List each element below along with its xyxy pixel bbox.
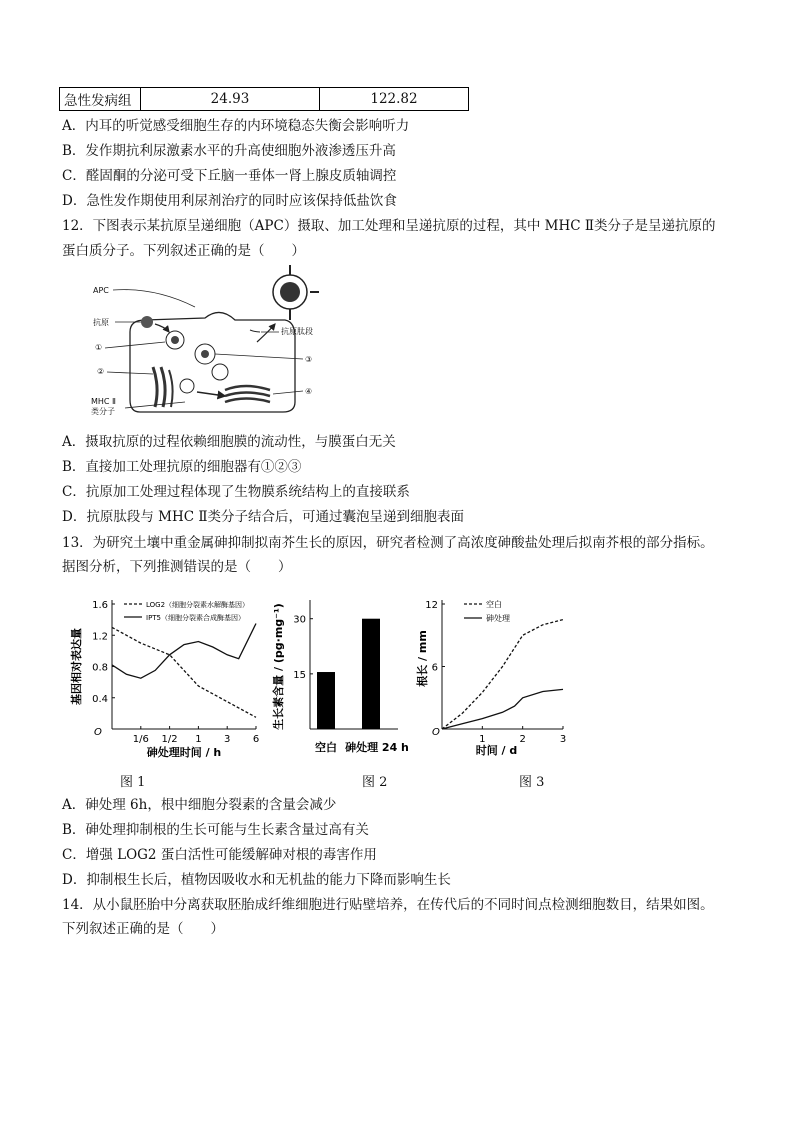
q12-stem-line-2: 蛋白质分子。下列叙述正确的是（ ） [62,243,305,259]
category-label-1: 砷处理 24 h [345,741,409,754]
table-cell-value-2: 122.82 [320,88,469,111]
x-tick-label: 1 [195,734,202,745]
y-tick-label: 0.4 [92,693,108,705]
q13-option-c: C．增强 LOG2 蛋白活性可能缓解砷对根的毒害作用 [62,847,377,863]
figure-3-caption: 图 3 [519,775,545,790]
series-line-1 [442,689,563,729]
x-tick-label: 2 [519,734,526,745]
table-row [60,88,469,111]
y-tick-label: 1.6 [92,600,108,611]
x-tick-label: 1 [479,734,486,745]
x-axis-label: 砷处理时间 / h [146,746,222,759]
figure-3-line-chart [418,592,578,762]
label-2: ② [97,367,105,376]
category-label-0: 空白 [315,741,337,754]
y-tick-label: 12 [425,600,438,611]
x-tick-label: 3 [559,734,567,745]
q12-option-c: C．抗原加工处理过程体现了生物膜系统结构上的直接联系 [62,484,410,500]
table-cell-value-1: 24.93 [141,88,320,111]
q13-stem-line-2: 据图分析，下列推测错误的是（ ） [62,559,292,575]
q13-option-d: D．抑制根生长后，植物因吸收水和无机盐的能力下降而影响生长 [62,872,451,888]
q13-option-b: B．砷处理抑制根的生长可能与生长素含量过高有关 [62,822,369,838]
figure-2-caption: 图 2 [362,775,388,790]
figure-2-bar-chart [268,592,418,762]
legend-label-0: 空白 [486,600,502,609]
q11-option-c: C．醛固酮的分泌可受下丘脑一垂体一肾上腺皮质轴调控 [62,168,397,184]
label-1: ① [95,343,103,352]
y-tick-label: 0.8 [92,662,108,674]
q13-option-a: A．砷处理 6h，根中细胞分裂素的含量会减少 [62,797,337,813]
bar-0 [317,672,335,729]
q12-option-a: A．摄取抗原的过程依赖细胞膜的流动性，与膜蛋白无关 [62,434,396,450]
legend-label-1: 砷处理 [486,614,510,623]
q13-stem-line-1: 13．为研究土壤中重金属砷抑制拟南芥生长的原因，研究者检测了高浓度砷酸盐处理后拟南芥根的部分指标。 [62,535,714,551]
cell-membrane [130,312,295,412]
origin-label: O [94,727,102,738]
label-mhc-1: MHC Ⅱ [91,397,116,406]
legend-label-1: IPT5（细胞分裂素合成酶基因） [146,614,246,622]
bar-1 [362,619,380,729]
q14-stem-line-2: 下列叙述正确的是（ ） [62,921,224,937]
x-tick-label: 1/2 [161,734,178,745]
legend-label-0: LOG2（细胞分裂素水解酶基因） [146,601,250,609]
label-mhc-2: 类分子 [91,407,115,416]
label-antigen: 抗原 [93,318,109,327]
q11-option-a: A．内耳的听觉感受细胞生存的内环境稳态失衡会影响听力 [62,118,410,134]
apc-diagram [85,262,345,422]
data-table [59,87,469,111]
x-tick-label: 1/6 [132,734,149,745]
series-line-1 [112,624,256,679]
x-tick-label: 6 [252,734,260,745]
y-tick-label: 15 [293,669,306,681]
q12-stem-line-1: 12．下图表示某抗原呈递细胞（APC）摄取、加工处理和呈递抗原的过程，其中 MHC Ⅱ类分子是呈递抗原的 [62,218,716,234]
t-cell-nucleus [280,282,300,302]
q11-option-d: D．急性发作期使用利尿剂治疗的同时应该保持低盐饮食 [62,193,397,209]
y-axis-label: 根长 / mm [416,630,429,687]
y-tick-label: 6 [431,662,438,674]
antigen-particle [141,316,153,328]
figure-1-caption: 图 1 [120,775,146,790]
label-apc: APC [93,286,109,295]
origin-label: O [432,727,440,738]
x-tick-label: 3 [224,734,231,745]
y-tick-label: 30 [293,614,306,626]
q12-option-d: D．抗原肽段与 MHC Ⅱ类分子结合后，可通过囊泡呈递到细胞表面 [62,509,465,525]
y-axis-label: 生长素含量 / (pg·mg⁻¹) [272,603,285,730]
x-axis-label: 时间 / d [475,744,518,757]
series-line-0 [112,627,256,717]
label-3: ③ [305,355,313,364]
figure-1-line-chart [68,592,268,762]
vesicle-3 [212,364,228,380]
y-axis-label: 基因相对表达量 [70,628,83,705]
q14-stem-line-1: 14．从小鼠胚胎中分离获取胚胎成纤维细胞进行贴壁培养，在传代后的不同时间点检测细胞数目，结果如图。 [62,897,714,913]
table-cell-label: 急性发病组 [60,88,141,111]
q12-option-b: B．直接加工处理抗原的细胞器有①②③ [62,459,302,475]
label-peptide: 抗原肽段 [281,327,313,336]
label-4: ④ [305,387,313,396]
y-tick-label: 1.2 [92,631,108,643]
q11-option-b: B．发作期抗利尿激素水平的升高使细胞外液渗透压升高 [62,143,396,159]
